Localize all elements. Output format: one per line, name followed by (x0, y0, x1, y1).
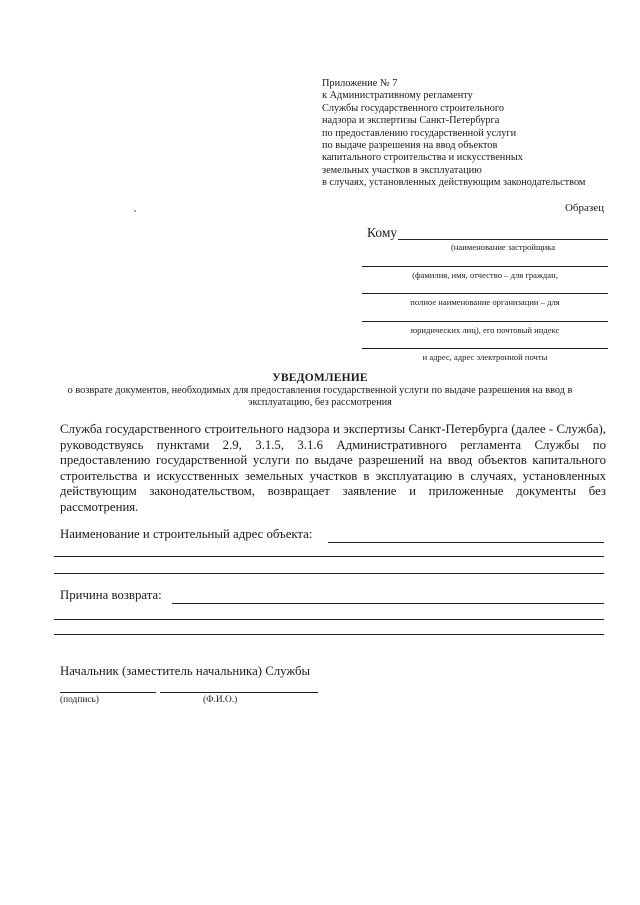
object-field-label: Наименование и строительный адрес объекта: (60, 527, 313, 541)
signature-line[interactable] (60, 692, 156, 693)
appendix-line: к Административному регламенту (322, 90, 473, 102)
recipient-line[interactable] (362, 348, 608, 349)
object-field-line[interactable] (328, 542, 604, 543)
appendix-line: земельных участков в эксплуатацию (322, 164, 482, 176)
notice-subtitle: о возврате документов, необходимых для предоставления государственной услуги по выдаче разрешения на ввод в эксплуатацию, без рассмотрения (67, 385, 573, 408)
appendix-line: надзора и экспертизы Санкт-Петербурга (322, 115, 500, 127)
reason-field-line[interactable] (172, 603, 604, 604)
stray-dot (134, 210, 136, 212)
appendix-line: по предоставлению государственной услуги (322, 127, 517, 139)
recipient-label: Кому (367, 225, 398, 240)
recipient-line[interactable] (362, 293, 608, 294)
signature-position: Начальник (заместитель начальника) Службы (60, 664, 311, 678)
object-field-line[interactable] (54, 556, 604, 557)
recipient-caption: (фамилия, имя, отчество – для граждан, (412, 270, 558, 280)
reason-field-line[interactable] (54, 634, 604, 635)
appendix-header (322, 78, 622, 190)
notice-body: Служба государственного строительного надзора и экспертизы Санкт-Петербурга (далее - Служба), руководствуясь пунктами 2.9, 3.1.5, 3.1.6 Административного регламента Службы по предоставлению государственной услуги по выдаче разрешений на ввод объектов капитального строительства и искусственных земельных участков в эксплуатацию в случаях, установленных действующим законодательством, возвращает заявление и приложенные документы без рассмотрения. (60, 422, 606, 514)
sample-label: Образец (564, 202, 604, 214)
appendix-line: в случаях, установленных действующим законодательством (322, 177, 586, 189)
recipient-caption: (наименование застройщика (450, 242, 556, 252)
appendix-line: Приложение № 7 (322, 78, 398, 89)
recipient-line[interactable] (398, 239, 608, 240)
full-name-line[interactable] (160, 692, 318, 693)
signature-caption: (подпись) (60, 695, 99, 705)
appendix-line: Службы государственного строительного (322, 102, 504, 114)
reason-field-label: Причина возврата: (60, 588, 162, 602)
recipient-caption: полное наименование организации – для (410, 297, 560, 307)
notice-title: УВЕДОМЛЕНИЕ (272, 372, 368, 384)
reason-field-line[interactable] (54, 619, 604, 620)
full-name-caption: (Ф.И.О.) (203, 695, 238, 705)
recipient-caption: и адрес, адрес электронной почты (422, 352, 548, 362)
object-field-line[interactable] (54, 573, 604, 574)
recipient-line[interactable] (362, 266, 608, 267)
appendix-line: капитального строительства и искусственных (322, 152, 523, 164)
appendix-line: по выдаче разрешения на ввод объектов (322, 140, 498, 152)
recipient-line[interactable] (362, 321, 608, 322)
recipient-caption: юридических лиц), его почтовый индекс (410, 325, 560, 335)
